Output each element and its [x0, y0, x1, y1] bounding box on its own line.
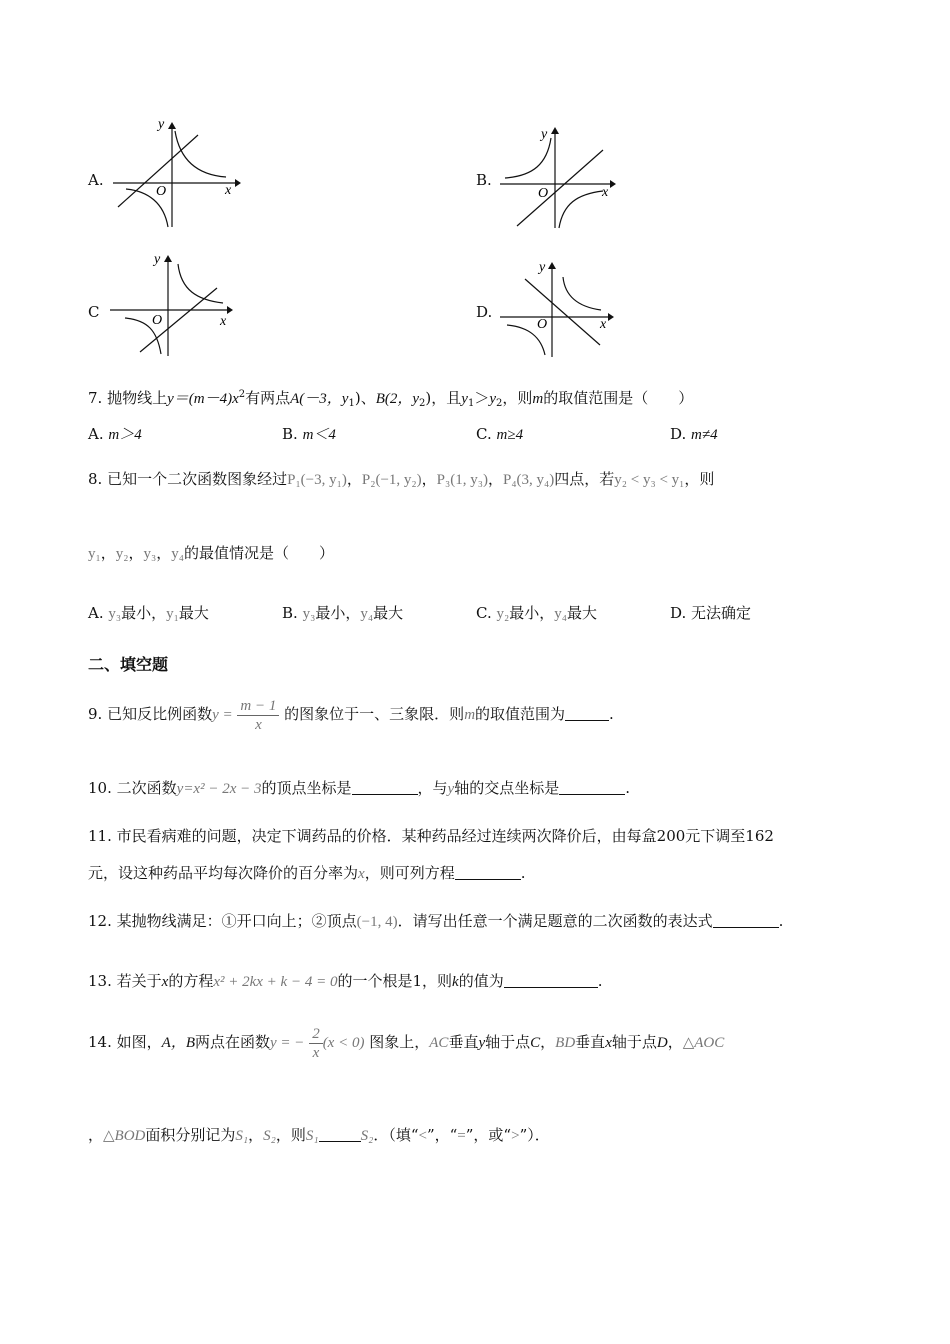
q8-option-d[interactable]: D. 无法确定: [670, 604, 752, 622]
graph-a-branch-1: [175, 131, 226, 177]
graph-d-y-arrow: [548, 262, 556, 269]
graph-option-c-label: C: [88, 303, 100, 321]
graph-c-branch-1: [178, 264, 223, 303]
graph-d: [495, 255, 620, 360]
graph-a-x-label: x: [225, 183, 232, 198]
graph-d-y-label: y: [539, 260, 546, 275]
graph-a-y-arrow: [168, 122, 176, 129]
q8-option-c[interactable]: C. y₂最小，y₄最大: [476, 604, 597, 622]
q9-stem: 9. 已知反比例函数y = $\frac{m - 1}{x}$ 的图象位于一、三象限．则m的取值范围为 .: [88, 697, 614, 733]
q14-stem-line1: 14. 如图，A，B两点在函数y = − $\frac{2}{x}$ (x < 0) 图象上，AC垂直y轴于点C，BD垂直x轴于点D，△AOC: [88, 1025, 725, 1061]
q9-answer-blank[interactable]: [565, 706, 609, 721]
graph-b-y-label: y: [541, 127, 548, 142]
graph-a: [108, 115, 243, 230]
graph-b-branch-1: [505, 138, 551, 178]
graph-d-origin: O: [537, 317, 548, 332]
q14-answer-blank[interactable]: [319, 1127, 361, 1142]
q7-stem: 7. 抛物线上$y=(m-4)x^2$有两点A(－3，$y_1$)、B(2，$y_2$)，且$y_1>y_2$，则m的取值范围是（ ）: [88, 389, 694, 409]
q9-fraction: $\frac{m - 1}{x}$: [237, 697, 279, 734]
graph-b-y-arrow: [551, 127, 559, 134]
graph-b-x-arrow: [610, 180, 616, 188]
q10-answer-blank-2[interactable]: [559, 780, 625, 795]
q8-stem-line2: y₁，y₂，y₃，y₄的最值情况是（ ）: [88, 544, 334, 562]
q11-answer-blank[interactable]: [455, 865, 521, 880]
graph-option-d-label: D.: [476, 303, 493, 321]
q7-option-a[interactable]: A. m＞4: [88, 425, 142, 443]
graph-b-line: [517, 150, 603, 226]
graph-option-b-label: B.: [476, 171, 492, 189]
q10-answer-blank-1[interactable]: [352, 780, 418, 795]
q8-option-b[interactable]: B. y₃最小，y₄最大: [282, 604, 404, 622]
graph-b-branch-2: [559, 191, 603, 228]
graph-a-y-label: y: [158, 117, 165, 132]
graph-c: [105, 248, 240, 358]
q8-stem-line1: 8. 已知一个二次函数图象经过P₁(−3, y₁)，P₂(−1, y₂)，P₃(1, y₃)，P₄(3, y₄)四点，若y₂ < y₃ < y₁，则: [88, 470, 715, 488]
q7-option-d[interactable]: D. m≠4: [670, 425, 718, 443]
q7-option-b[interactable]: B. m＜4: [282, 425, 336, 443]
graph-c-y-arrow: [164, 255, 172, 262]
q14-stem-line2: ，△BOD面积分别记为S₁，S₂，则S₁ S₂．（填“<”，“=”，或“>”）．: [88, 1126, 550, 1144]
graph-d-x-label: x: [600, 317, 607, 332]
q10-stem: 10. 二次函数y=x² − 2x − 3的顶点坐标是 ，与y轴的交点坐标是 .: [88, 779, 630, 797]
section-title-fill-in: 二、填空题: [88, 655, 169, 674]
graph-c-origin: O: [152, 313, 163, 328]
graph-c-y-label: y: [154, 252, 161, 267]
graph-option-a-label: A.: [88, 171, 104, 189]
q12-answer-blank[interactable]: [713, 913, 779, 928]
graph-b-origin: O: [538, 186, 549, 201]
q7-option-c[interactable]: C. m≥4: [476, 425, 524, 443]
graph-a-origin: O: [156, 184, 167, 199]
q13-stem: 13. 若关于x的方程x² + 2kx + k − 4 = 0的一个根是1，则k的值为 .: [88, 972, 603, 990]
q11-line2: 元，设这种药品平均每次降价的百分率为x，则可列方程 .: [88, 864, 526, 882]
graph-d-branch-1: [563, 277, 601, 310]
q11-line1: 11. 市民看病难的问题，决定下调药品的价格．某种药品经过连续两次降价后，由每盒200元下调至162: [88, 827, 774, 845]
q12-stem: 12. 某抛物线满足：①开口向上；②顶点(−1, 4)．请写出任意一个满足题意的二次函数的表达式 .: [88, 912, 784, 930]
graph-c-x-arrow: [227, 306, 233, 314]
graph-b: [495, 120, 620, 230]
graph-c-x-label: x: [220, 314, 227, 329]
graph-d-x-arrow: [608, 313, 614, 321]
q13-answer-blank[interactable]: [504, 973, 598, 988]
graph-b-x-label: x: [602, 185, 609, 200]
q8-option-a[interactable]: A. y₃最小，y₁最大: [88, 604, 209, 622]
graph-d-line: [525, 279, 600, 345]
q14-fraction: $\frac{2}{x}$: [309, 1025, 323, 1062]
graph-a-x-arrow: [235, 179, 241, 187]
